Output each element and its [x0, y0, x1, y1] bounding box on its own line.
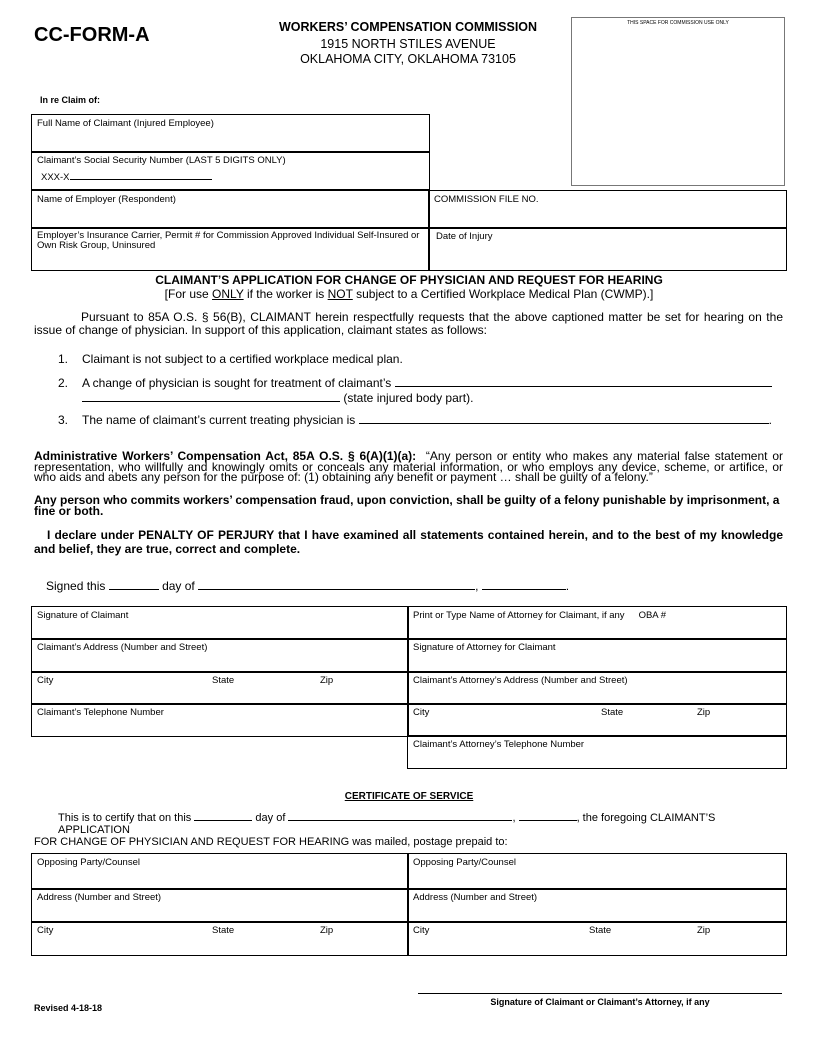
fraud-warning: Any person who commits workers’ compensation fraud, upon conviction, shall be guilty of a felony punishable by imprisonment, a fine or both. [34, 493, 780, 518]
service-state-left-label: State [212, 925, 235, 936]
full-name-field[interactable] [31, 114, 430, 153]
revised-date: Revised 4-18-18 [34, 1003, 103, 1013]
file-no-field[interactable] [428, 190, 787, 229]
certificate-text-d: FOR CHANGE OF PHYSICIAN AND REQUEST FOR HEARING was mailed, postage prepaid to: [34, 836, 508, 848]
agency-block [240, 20, 576, 66]
footer-signature-label: Signature of Claimant or Claimant’s Attorney, if any [490, 997, 710, 1007]
certificate-year-field[interactable] [519, 820, 577, 821]
carrier-field[interactable] [31, 227, 430, 271]
footer-signature-line[interactable] [418, 993, 782, 994]
opposing-party-right[interactable] [407, 853, 787, 890]
certificate-day-field[interactable] [194, 820, 252, 821]
title-sub [31, 287, 787, 301]
agency-address2: OKLAHOMA CITY, OKLAHOMA 73105 [300, 52, 516, 66]
attorney-state-label: State [601, 707, 624, 718]
claimant-city-row[interactable] [31, 671, 409, 705]
item-2 [58, 376, 784, 405]
employer-field[interactable] [31, 190, 430, 229]
service-address-right-label: Address (Number and Street) [413, 892, 538, 903]
service-address-right[interactable] [407, 888, 787, 923]
certificate-text: This is to certify that on this day of , , the foregoing CLAIMANT’S APPLICATION FOR CHANGE OF PHYSICIAN AND REQUEST FOR HEARING was mailed, postage prepaid to: [34, 812, 786, 848]
certificate-title: CERTIFICATE OF SERVICE [344, 791, 474, 802]
ssn-prefix: XXX-X [41, 172, 70, 183]
perjury-declaration: I declare under PENALTY OF PERJURY that I have examined all statements contained herein, and to the best of my knowledge and belief, they are true, correct and complete. [34, 528, 783, 556]
claimant-zip-label: Zip [320, 675, 334, 686]
item-2-text: A change of physician is sought for treatment of claimant’s [82, 376, 392, 390]
service-state-right-label: State [589, 925, 612, 936]
commission-use-box[interactable] [571, 17, 785, 186]
claimant-address-label: Claimant’s Address (Number and Street) [37, 642, 208, 653]
certificate-text-a: This is to certify that on this [58, 812, 192, 824]
body-part-line-2[interactable] [82, 401, 340, 402]
signature-claimant-field[interactable] [31, 606, 409, 640]
physician-line[interactable] [359, 423, 769, 424]
attorney-address-field[interactable] [407, 671, 787, 705]
claimant-state-label: State [212, 675, 235, 686]
item-1 [58, 352, 403, 366]
act-text: “Any person or entity who makes any material false statement or representation, who willfully and knowingly omits or conceals any material information, or who employs any device, scheme, or artifice, or who aids and abets any person for the purpose of: (1) obtaining any benefit or payment … shall be guilty of a felony.” [34, 449, 783, 484]
date-of-injury-label: Date of Injury [436, 231, 493, 242]
item-1-text: Claimant is not subject to a certified workplace medical plan. [82, 352, 403, 366]
ssn-label: Claimant’s Social Security Number (LAST 5 DIGITS ONLY) [37, 155, 286, 166]
title-sub-only: ONLY [212, 287, 244, 301]
service-address-left[interactable] [31, 888, 409, 923]
certificate-text-c: , the foregoing CLAIMANT’S APPLICATION [58, 812, 716, 836]
carrier-label: Employer’s Insurance Carrier, Permit # for Commission Approved Individual Self-Insured or Own Risk Group, Uninsured [37, 230, 420, 251]
commission-use-label: THIS SPACE FOR COMMISSION USE ONLY [627, 20, 729, 26]
certificate-text-b: day of [255, 812, 286, 824]
attorney-phone-field[interactable] [407, 735, 787, 769]
signed-month-field[interactable] [198, 589, 475, 590]
service-zip-left-label: Zip [320, 925, 334, 936]
file-no-label: COMMISSION FILE NO. [434, 194, 539, 205]
full-name-label: Full Name of Claimant (Injured Employee) [37, 118, 214, 129]
in-re-label: In re Claim of: [40, 95, 101, 105]
attorney-name-field[interactable] [407, 606, 787, 640]
claimant-city-label: City [37, 675, 54, 686]
attorney-city-row[interactable] [407, 703, 787, 737]
agency-address1: 1915 NORTH STILES AVENUE [320, 37, 496, 51]
oba-label: OBA # [638, 610, 667, 621]
service-city-right-label: City [413, 925, 430, 936]
signature-attorney-field[interactable] [407, 638, 787, 673]
opposing-party-left[interactable] [31, 853, 409, 890]
attorney-address-label: Claimant’s Attorney’s Address (Number and Street) [413, 675, 628, 686]
employer-label: Name of Employer (Respondent) [37, 194, 176, 205]
claimant-phone-field[interactable] [31, 703, 409, 737]
claimant-address-field[interactable] [31, 638, 409, 673]
title-sub-a: [For use [164, 287, 213, 301]
ssn-line [70, 179, 212, 180]
intro-paragraph: Pursuant to 85A O.S. § 56(B), CLAIMANT herein respectfully requests that the above captioned matter be set for hearing on the issue of change of physician. In support of this application, claimant states as follows: [34, 310, 783, 337]
item-3-number: 3. [58, 413, 69, 427]
service-zip-right-label: Zip [697, 925, 711, 936]
title-sub-c: subject to a Certified Workplace Medical Plan (CWMP).] [352, 287, 654, 301]
service-address-left-label: Address (Number and Street) [37, 892, 162, 903]
attorney-zip-label: Zip [697, 707, 711, 718]
title-sub-b: if the worker is [243, 287, 328, 301]
item-2-number: 2. [58, 376, 69, 390]
title-sub-not: NOT [327, 287, 353, 301]
opposing-party-right-label: Opposing Party/Counsel [413, 857, 516, 868]
ssn-field[interactable] [31, 151, 430, 190]
signature-claimant-label: Signature of Claimant [37, 610, 129, 621]
title-main: CLAIMANT’S APPLICATION FOR CHANGE OF PHYSICIAN AND REQUEST FOR HEARING [155, 273, 663, 287]
form-title [31, 273, 787, 301]
item-3: 3. The name of claimant’s current treating physician is . [58, 413, 772, 427]
item-3-text: The name of claimant’s current treating physician is [82, 413, 356, 427]
service-city-left[interactable] [31, 921, 409, 956]
opposing-party-left-label: Opposing Party/Counsel [37, 857, 140, 868]
signed-line: Signed this day of , . [46, 579, 570, 593]
item-1-number: 1. [58, 352, 69, 366]
signed-year-field[interactable] [482, 589, 566, 590]
signed-day-of-label: day of [162, 579, 195, 593]
act-paragraph [34, 451, 783, 483]
agency-name: WORKERS’ COMPENSATION COMMISSION [278, 20, 538, 34]
signed-this-label: Signed this [46, 579, 106, 593]
signed-day-field[interactable] [109, 589, 159, 590]
service-city-right[interactable] [407, 921, 787, 956]
body-part-line-1[interactable] [395, 386, 772, 387]
attorney-phone-label: Claimant’s Attorney’s Telephone Number [413, 739, 585, 750]
form-id: CC-FORM-A [34, 24, 150, 46]
date-of-injury-field[interactable] [428, 227, 787, 271]
service-city-left-label: City [37, 925, 54, 936]
signature-attorney-label: Signature of Attorney for Claimant [413, 642, 556, 653]
attorney-city-label: City [413, 707, 430, 718]
claimant-phone-label: Claimant’s Telephone Number [37, 707, 164, 718]
act-citation: Administrative Workers’ Compensation Act, 85A O.S. § 6(A)(1)(a): [34, 449, 417, 463]
attorney-name-label: Print or Type Name of Attorney for Claimant, if any [413, 610, 625, 621]
item-2-suffix: (state injured body part). [343, 391, 474, 405]
certificate-month-field[interactable] [288, 820, 512, 821]
